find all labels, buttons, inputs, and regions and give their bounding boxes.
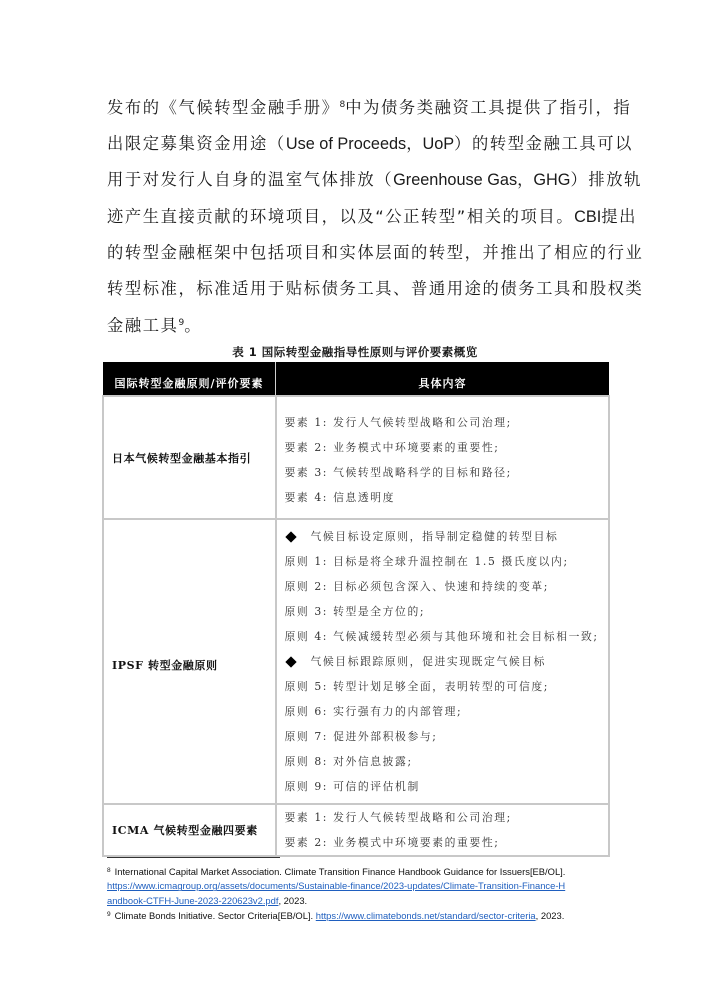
paragraph-line: 出限定募集资金用途（Use of Proceeds，UoP）的转型金融工具可以 [107,133,633,153]
content-item [285,574,609,599]
content-item-text: 原则 3: 转型是全方位的; [284,605,426,618]
content-item-text: 原则 2: 目标必须包含深入、快速和持续的变革; [284,580,550,593]
footnote-8-link-cont[interactable]: andbook-CTFH-June-2023-220623v2.pdf [107,894,279,906]
content-section-heading [285,524,609,549]
content-item-text: 气候目标设定原则，指导制定稳健的转型目标 [310,530,559,543]
footnote-8-link-line [107,879,607,893]
content-item-text: 要素 2: 业务模式中环境要素的重要性; [284,440,500,454]
footnote-8-link-line: andbook-CTFH-June-2023-220623v2.pdf, 2023. [107,894,308,906]
content-item-text: 要素 4: 信息透明度 [284,490,396,504]
footnote-divider [107,857,280,858]
footnote-8-link[interactable]: https://www.icmagroup.org/assets/documents/Sustainable-finance/2023-updates/Climate-Transition-Finance-H [107,880,566,892]
content-cell [276,396,610,519]
principle-name-cell: ICMA 气候转型金融四要素 [103,804,276,856]
content-item [285,699,609,724]
column-header-principle: 国际转型金融原则/评价要素 [103,362,276,396]
content-item-text: 原则 4: 气候减缓转型必须与其他环境和社会目标相一致; [284,630,599,643]
content-item-text: 原则 8: 对外信息披露; [284,755,413,768]
content-item [285,830,609,855]
paragraph-line: 转型标准，标准适用于贴标债务工具、普通用途的债务工具和股权类 [107,278,644,298]
content-item [285,749,609,774]
footnote-9: $^9$ Climate Bonds Initiative. Sector Criteria[EB/OL]. https://www.climatebonds.net/standard/sector-criteria, 2023. [107,910,565,922]
content-section-heading [285,649,609,674]
paragraph-line: 用于对发行人自身的温室气体排放（Greenhouse Gas，GHG）排放轨 [107,170,643,189]
content-item [285,724,609,749]
content-item-text: 要素 1: 发行人气候转型战略和公司治理; [284,811,512,824]
content-cell [276,804,610,856]
footnote-8: $^8$ International Capital Market Association. Climate Transition Finance Handbook Guidance for Issuers[EB/OL]. [107,866,566,877]
body-paragraph [107,88,644,344]
content-item [285,599,609,624]
table-caption: 表 1 国际转型金融指导性原则与评价要素概览 [232,345,478,359]
paragraph-line: 迹产生直接贡献的环境项目，以及“公正转型”相关的项目。CBI提出 [107,206,638,226]
footnote-ref-9[interactable]: 9 [178,318,185,328]
content-item-text: 原则 1: 目标是将全球升温控制在 1.5 摄氏度以内; [284,555,569,568]
table-row [103,804,609,856]
paragraph-line: 发布的《气候转型金融手册》$^8$中为债务类融资工具提供了指引，指 [107,98,632,117]
content-item [285,624,609,649]
table-row [103,396,609,519]
footnote-ref-8[interactable]: 8 [339,100,346,110]
table-header-row [103,362,609,396]
content-item-text: 要素 1: 发行人气候转型战略和公司治理; [284,415,512,429]
content-item [285,435,609,460]
content-item-text: 要素 3: 气候转型战略科学的目标和路径; [284,465,512,479]
table-row [103,519,609,804]
column-header-content: 具体内容 [276,362,610,396]
principle-name-cell: 日本气候转型金融基本指引 [103,396,276,519]
paragraph-line: 金融工具$^9$。 [107,316,203,335]
content-item [285,460,609,485]
content-item [285,549,609,574]
content-item-text: 原则 7: 促进外部积极参与; [284,730,438,743]
content-item [285,674,609,699]
paragraph-line: 的转型金融框架中包括项目和实体层面的转型，并推出了相应的行业 [107,243,644,262]
content-item-text: 气候目标跟踪原则，促进实现既定气候目标 [310,655,547,668]
content-cell [276,519,610,804]
principles-table [102,362,610,857]
content-item-text: 原则 9: 可信的评估机制 [284,780,420,793]
content-item-text: 原则 5: 转型计划足够全面，表明转型的可信度; [284,680,550,693]
diamond-bullet-icon [285,531,296,542]
content-item [285,485,609,510]
footnote-9-link[interactable]: https://www.climatebonds.net/standard/sector-criteria [315,910,536,922]
content-item [285,774,609,799]
diamond-bullet-icon [285,656,296,667]
content-item [285,805,609,830]
content-item [285,410,609,435]
footnotes [107,864,607,924]
principle-name-cell: IPSF 转型金融原则 [103,519,276,804]
content-item-text: 要素 2: 业务模式中环境要素的重要性; [284,836,500,849]
content-item-text: 原则 6: 实行强有力的内部管理; [284,705,463,718]
